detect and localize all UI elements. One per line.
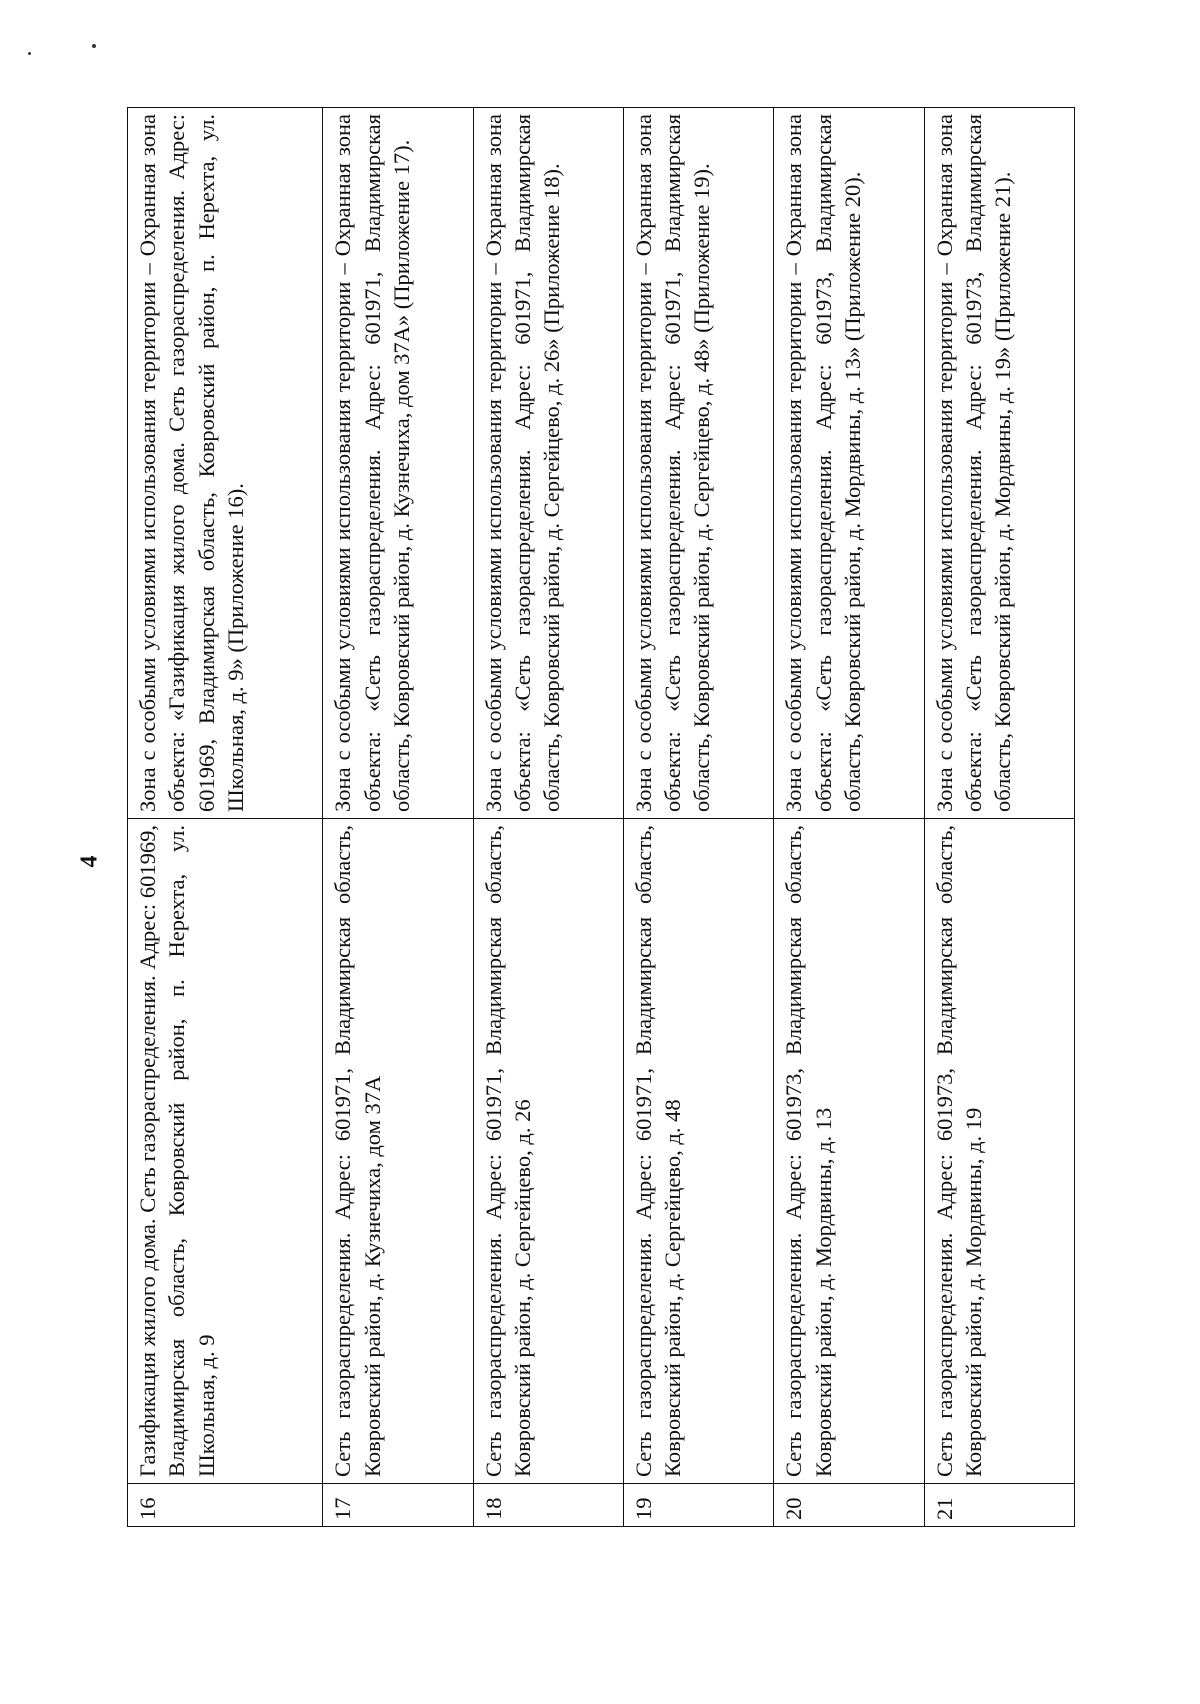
scan-speck [92, 44, 96, 48]
object-description: Сеть газораспределения. Адрес: 601971, Владимирская область, Ковровский район, д. Сергейцево, д. 48 [623, 819, 773, 1484]
row-number: 20 [774, 1484, 924, 1527]
zone-description: Зона с особыми условиями использования территории – Охранная зона объекта: «Сеть газораспределения. Адрес: 601971, Владимирская область, Ковровский район, д. Кузнечиха, дом 37А» (Приложение 17). [323, 108, 473, 819]
rotated-table-wrapper [127, 108, 1075, 1527]
table-row [473, 108, 623, 1527]
zone-description: Зона с особыми условиями использования территории – Охранная зона объекта: «Сеть газораспределения. Адрес: 601971, Владимирская область, Ковровский район, д. Сергейцево, д. 26» (Приложение 18). [473, 108, 623, 819]
object-description: Сеть газораспределения. Адрес: 601971, Владимирская область, Ковровский район, д. Сергейцево, д. 26 [473, 819, 623, 1484]
object-description: Сеть газораспределения. Адрес: 601973, Владимирская область, Ковровский район, д. Мордвины, д. 13 [774, 819, 924, 1484]
row-number: 16 [128, 1484, 323, 1527]
table-row [774, 108, 924, 1527]
zone-description: Зона с особыми условиями использования территории – Охранная зона объекта: «Газификация жилого дома. Сеть газораспределения. Адрес: 601969, Владимирская область, Ковровский район, п. Нерехта, ул. Школьная, д. 9» (Приложение 16). [128, 108, 323, 819]
row-number: 18 [473, 1484, 623, 1527]
zone-description: Зона с особыми условиями использования территории – Охранная зона объекта: «Сеть газораспределения. Адрес: 601971, Владимирская область, Ковровский район, д. Сергейцево, д. 48» (Приложение 19). [623, 108, 773, 819]
row-number: 17 [323, 1484, 473, 1527]
zone-description: Зона с особыми условиями использования территории – Охранная зона объекта: «Сеть газораспределения. Адрес: 601973, Владимирская область, Ковровский район, д. Мордвины, д. 19» (Приложение 21). [924, 108, 1074, 819]
scan-speck [28, 52, 31, 55]
zone-description: Зона с особыми условиями использования территории – Охранная зона объекта: «Сеть газораспределения. Адрес: 601973, Владимирская область, Ковровский район, д. Мордвины, д. 13» (Приложение 20). [774, 108, 924, 819]
page-number: 4 [76, 855, 103, 868]
zones-table [127, 107, 1075, 1527]
object-description: Сеть газораспределения. Адрес: 601971, Владимирская область, Ковровский район, д. Кузнечиха, дом 37А [323, 819, 473, 1484]
table-row [128, 108, 323, 1527]
table-row [323, 108, 473, 1527]
object-description: Сеть газораспределения. Адрес: 601973, Владимирская область, Ковровский район, д. Мордвины, д. 19 [924, 819, 1074, 1484]
table-row [623, 108, 773, 1527]
row-number: 21 [924, 1484, 1074, 1527]
row-number: 19 [623, 1484, 773, 1527]
object-description: Газификация жилого дома. Сеть газораспределения. Адрес: 601969, Владимирская область, Ковровский район, п. Нерехта, ул. Школьная, д. 9 [128, 819, 323, 1484]
table-row [924, 108, 1074, 1527]
